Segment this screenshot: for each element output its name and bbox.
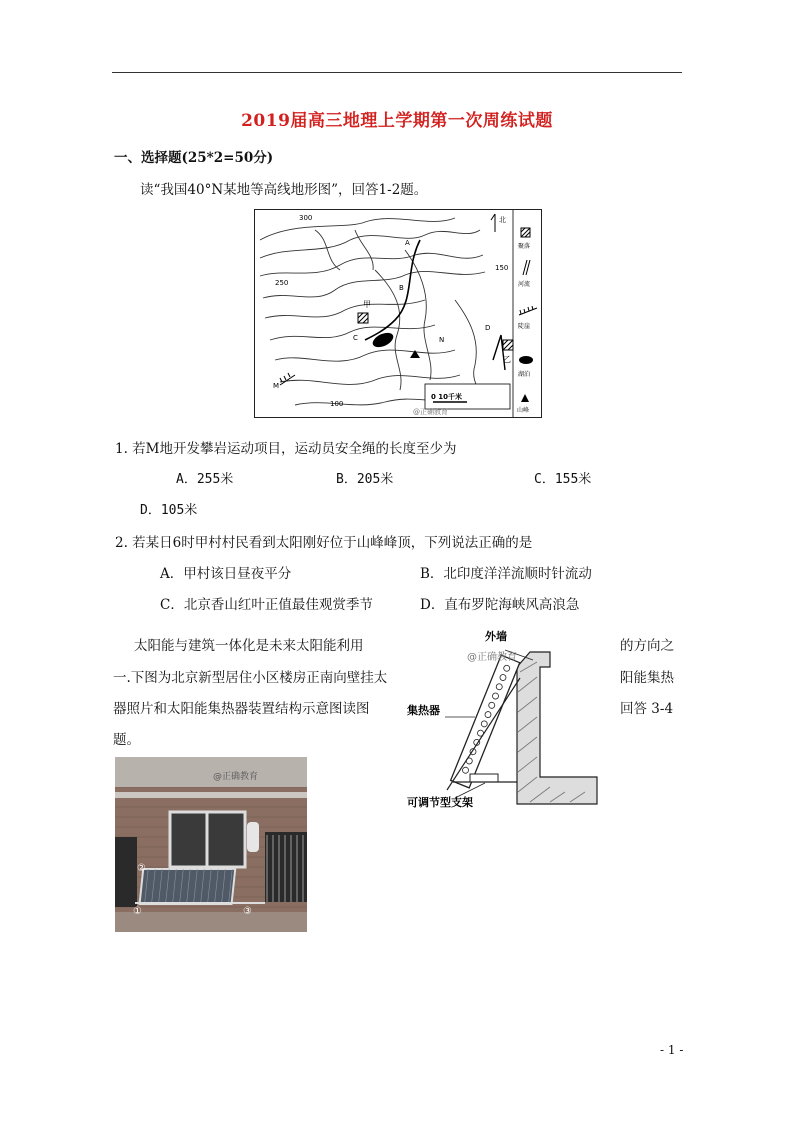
photo-marker-1: ① xyxy=(133,906,142,917)
contour-label-150: 150 xyxy=(495,264,509,272)
legend-lake: 湖泊 xyxy=(518,371,531,378)
legend-settlement: 聚落 xyxy=(518,243,531,250)
wall-label: 外墙 xyxy=(485,630,507,643)
map-legend xyxy=(517,228,537,414)
collector-label: 集热器 xyxy=(407,704,440,717)
map-watermark: @正确教育 xyxy=(413,408,448,416)
legend-peak: 山峰 xyxy=(517,407,530,414)
photo-marker-2: ② xyxy=(137,863,146,874)
intro-2-line-3-right: 回答 3-4 xyxy=(620,701,674,717)
village-yi-label: 乙 xyxy=(503,355,511,364)
intro-text-1: 读“我国40°N某地等高线地形图”，回答1-2题。 xyxy=(140,182,428,198)
intro-2-line-1-left: 太阳能与建筑一体化是未来太阳能利用 xyxy=(134,638,364,654)
q1-option-b: B．205米 xyxy=(336,472,394,487)
village-jia-label: 甲 xyxy=(363,300,371,309)
top-rule xyxy=(112,72,682,73)
building-photo xyxy=(115,757,307,932)
point-label-n: N xyxy=(439,336,445,344)
bracket-label: 可调节型支架 xyxy=(407,796,473,809)
legend-river: 河流 xyxy=(518,281,531,288)
scale-bar-text: 0 10千米 xyxy=(431,393,463,401)
page-number: - 1 - xyxy=(660,1043,684,1057)
photo-marker-3: ③ xyxy=(243,906,252,917)
q1-option-c: C．155米 xyxy=(534,472,592,487)
q2-option-b: B．北印度洋洋流顺时针流动 xyxy=(420,566,592,582)
q1-option-d: D．105米 xyxy=(140,503,198,518)
q2-option-d: D．直布罗陀海峡风高浪急 xyxy=(420,597,580,613)
contour-label-250: 250 xyxy=(275,279,289,287)
q2-option-c: C．北京香山红叶正值最佳观赏季节 xyxy=(160,597,373,613)
legend-cliff: 陡崖 xyxy=(518,323,531,330)
contour-map xyxy=(254,209,542,418)
collector-diagram xyxy=(405,622,605,810)
intro-2-line-4: 题。 xyxy=(113,732,140,748)
contour-label-100: 100 xyxy=(330,400,344,408)
question-2-stem: 2. 若某日6时甲村村民看到太阳刚好位于山峰峰顶，下列说法正确的是 xyxy=(115,535,533,551)
point-label-m: M xyxy=(273,382,280,390)
intro-2-line-2-right: 阳能集热 xyxy=(620,670,674,686)
point-label-b: B xyxy=(399,284,404,292)
q1-option-a: A．255米 xyxy=(176,472,234,487)
q2-option-a: A．甲村该日昼夜平分 xyxy=(160,566,292,582)
section-heading: 一、选择题(25*2=50分) xyxy=(114,150,274,166)
contour-label-300: 300 xyxy=(299,214,313,222)
north-label: 北 xyxy=(499,216,506,224)
photo-watermark: @正确教育 xyxy=(213,772,259,782)
intro-2-line-1-right: 的方向之 xyxy=(620,638,674,654)
intro-2-line-2-left: 一.下图为北京新型居住小区楼房正南向壁挂太 xyxy=(113,670,388,686)
point-label-a: A xyxy=(405,239,410,247)
diagram-watermark: @正确教育 xyxy=(467,652,517,663)
point-label-d: D xyxy=(485,324,491,332)
question-1-stem: 1. 若M地开发攀岩运动项目，运动员安全绳的长度至少为 xyxy=(115,441,457,457)
page-title: 2019届高三地理上学期第一次周练试题 xyxy=(241,111,553,131)
point-label-c: C xyxy=(353,334,358,342)
intro-2-line-3-left: 器照片和太阳能集热器装置结构示意图读图 xyxy=(113,701,370,717)
